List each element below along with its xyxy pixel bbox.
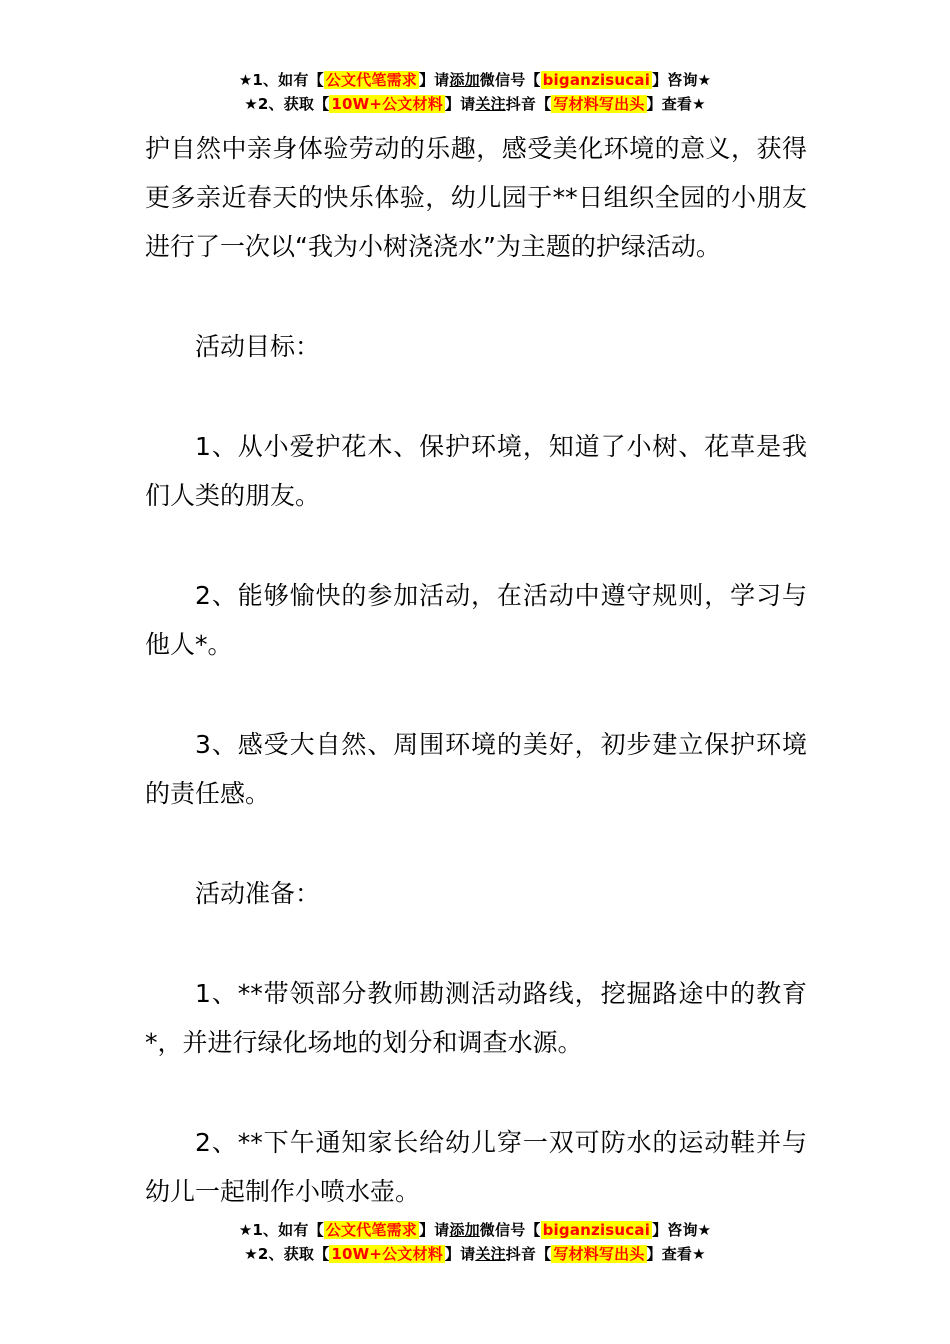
banner-highlight: 写材料写出头 [553,95,645,113]
banner-text: 微信号【 [479,71,541,89]
header-banner [0,68,950,116]
banner-text: ★2、获取【 [244,95,330,113]
banner-text: 】请 [444,95,476,113]
banner-text: ★1、如有【 [238,1221,324,1239]
banner-text: 】查看★ [646,1245,706,1263]
paragraph-goal-2: 2、能够愉快的参加活动，在活动中遵守规则，学习与他人*。 [145,581,807,659]
paragraph-goal-3: 3、感受大自然、周围环境的美好，初步建立保护环境的责任感。 [145,730,807,808]
paragraph-prep-2: 2、**下午通知家长给幼儿穿一双可防水的运动鞋并与幼儿一起制作小喷水壶。 [145,1128,807,1206]
banner-text: 】查看★ [646,95,706,113]
banner-text: 抖音【 [505,1245,552,1263]
banner-text: 】请 [418,71,450,89]
paragraph-goal-1: 1、从小爱护花木、保护环境，知道了小树、花草是我们人类的朋友。 [145,432,807,510]
banner-underline: 关注 [475,95,506,113]
banner-text: ★1、如有【 [238,71,324,89]
banner-highlight: 公文代笔需求 [325,1221,417,1239]
banner-line-1 [0,1218,950,1242]
banner-highlight: 10W+公文材料 [331,1245,443,1263]
banner-highlight: 写材料写出头 [553,1245,645,1263]
banner-underline: 关注 [475,1245,506,1263]
banner-text: 】咨询★ [652,71,712,89]
banner-highlight: biganzisucai [542,1221,651,1239]
banner-highlight: 10W+公文材料 [331,95,443,113]
banner-line-2 [0,92,950,116]
banner-text: 】咨询★ [652,1221,712,1239]
banner-line-1 [0,68,950,92]
banner-text: 抖音【 [505,95,552,113]
heading-activity-goals: 活动目标： [195,332,321,361]
banner-highlight: 公文代笔需求 [325,71,417,89]
banner-highlight: biganzisucai [542,71,651,89]
banner-line-2 [0,1242,950,1266]
banner-text: 微信号【 [479,1221,541,1239]
paragraph-prep-1: 1、**带领部分教师勘测活动路线，挖掘路途中的教育*，并进行绿化场地的划分和调查水源。 [145,979,807,1057]
heading-activity-prep: 活动准备： [195,879,321,908]
banner-underline: 添加 [449,1221,480,1239]
banner-underline: 添加 [449,71,480,89]
footer-banner [0,1218,950,1266]
banner-text: ★2、获取【 [244,1245,330,1263]
banner-text: 】请 [418,1221,450,1239]
paragraph-intro: 护自然中亲身体验劳动的乐趣，感受美化环境的意义，获得更多亲近春天的快乐体验，幼儿园于**日组织全园的小朋友进行了一次以“我为小树浇浇水”为主题的护绿活动。 [145,134,807,261]
document-body [145,124,807,1267]
banner-text: 】请 [444,1245,476,1263]
